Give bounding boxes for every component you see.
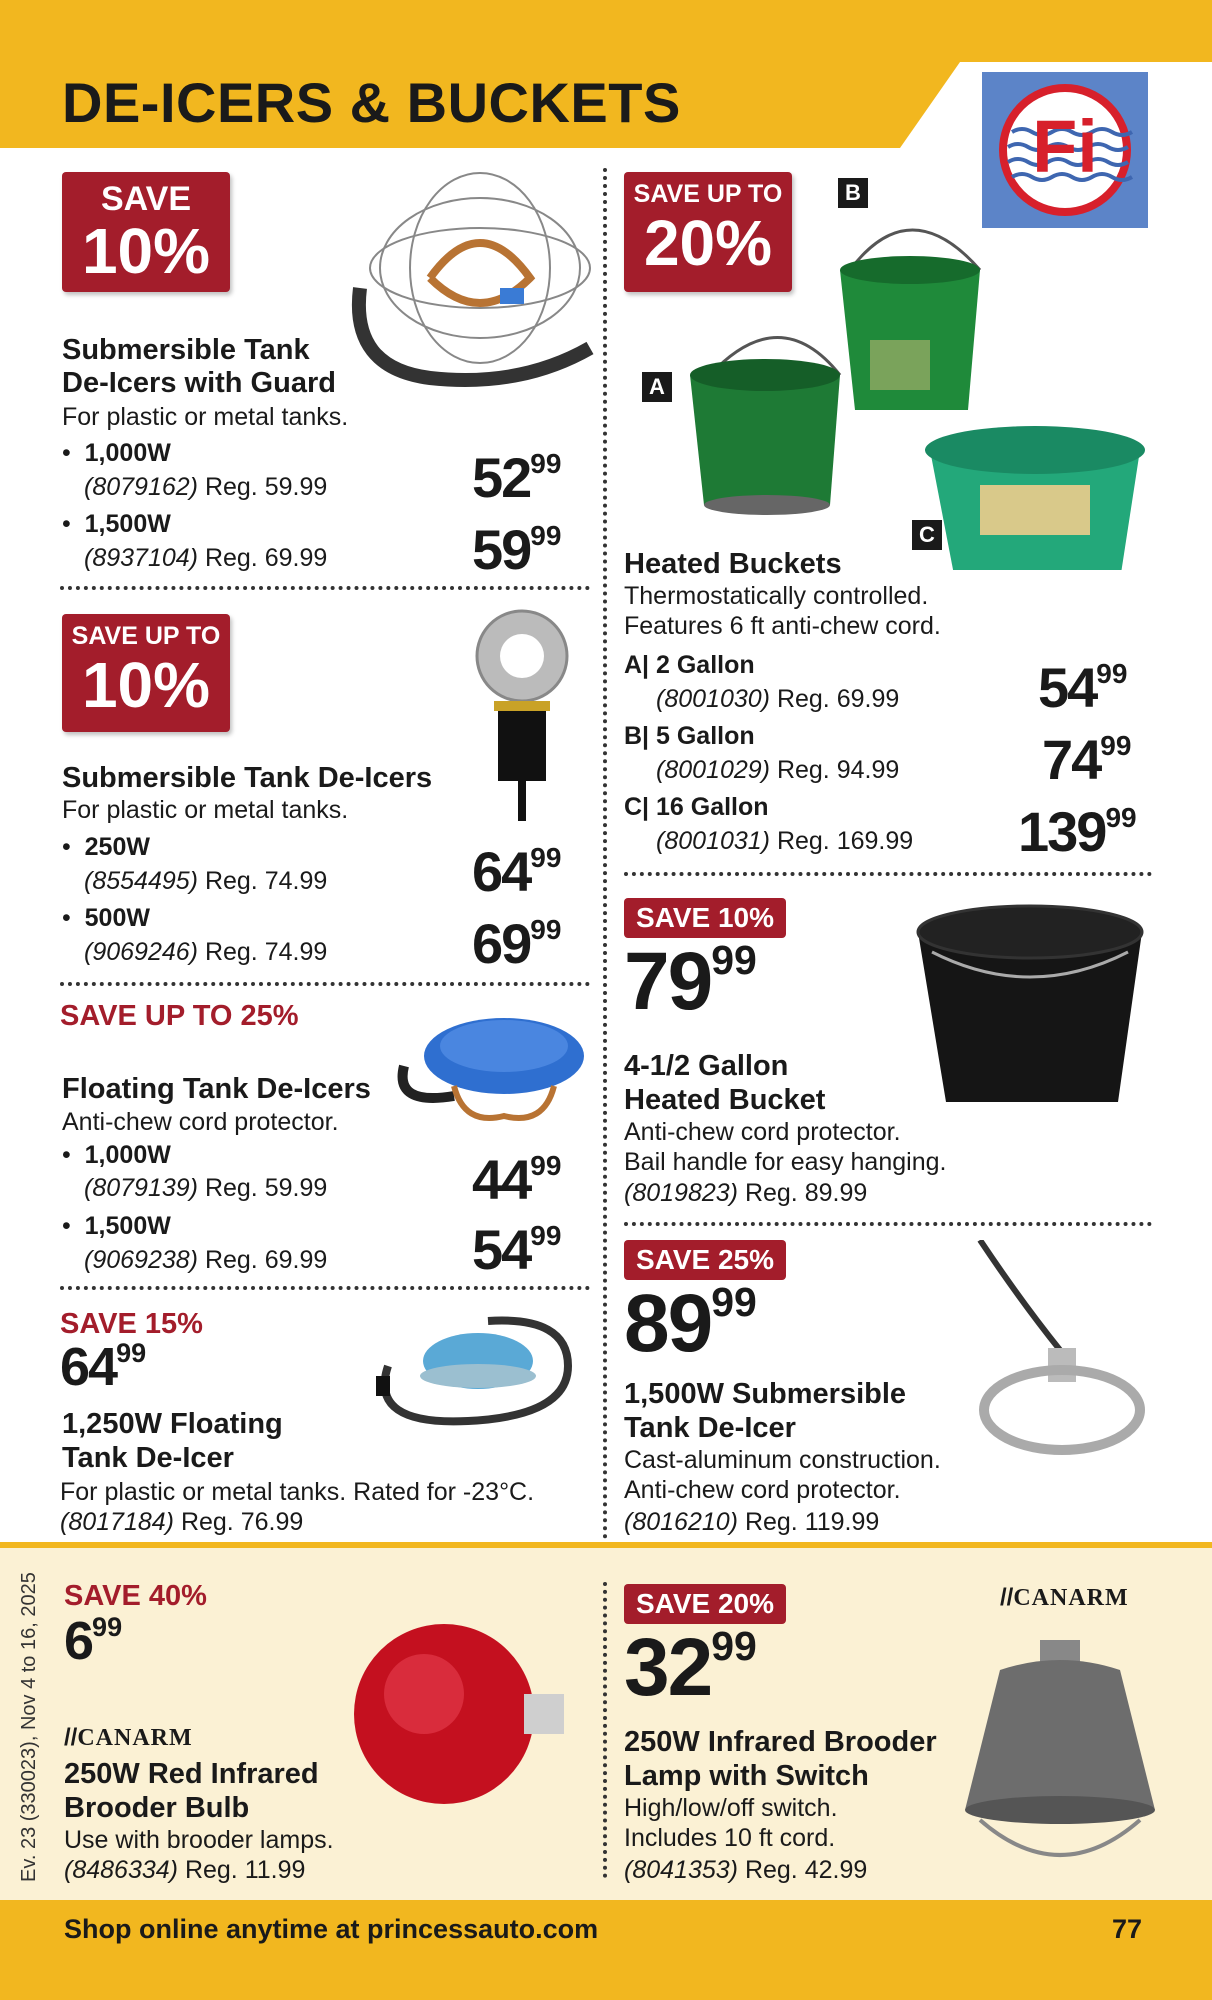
- price: $64^{99}$: [472, 840, 562, 903]
- variant-letter: C: [912, 520, 942, 550]
- variant-sku-reg: (9069238) Reg. 69.99: [84, 1246, 328, 1274]
- save-badge: SAVE UP TO 10%: [62, 614, 230, 732]
- product-name: Lamp with Switch: [624, 1760, 869, 1792]
- product-name: 4-1/2 Gallon: [624, 1050, 789, 1082]
- variant-label: • 500W: [62, 904, 150, 932]
- product-description: Anti-chew cord protector.: [62, 1108, 339, 1136]
- product-name: Submersible Tank De-Icers: [62, 762, 433, 794]
- black-bucket-image: [912, 892, 1148, 1132]
- price: $32^{99}$: [624, 1621, 757, 1713]
- brand-icon: //: [64, 1724, 78, 1751]
- canarm-logo: //CANARM: [64, 1724, 193, 1751]
- variant-label: • 1,500W: [62, 510, 171, 538]
- product-name: Heated Bucket: [624, 1084, 826, 1116]
- price: $52^{99}$: [472, 446, 562, 509]
- variant-sku-reg: (9069246) Reg. 74.99: [84, 938, 328, 966]
- save-label: SAVE 20%: [624, 1584, 786, 1624]
- top-band: [0, 0, 1212, 62]
- price: $6^{99}$: [64, 1611, 123, 1671]
- save-label: SAVE UP TO 25%: [60, 1000, 299, 1032]
- save-label: SAVE 40%: [64, 1580, 207, 1612]
- product-name: 1,500W Submersible: [624, 1378, 907, 1410]
- product-description: For plastic or metal tanks. Rated for -23°C.: [60, 1478, 535, 1506]
- price: $44^{99}$: [472, 1148, 562, 1211]
- submersible-1500-image: [960, 1240, 1150, 1470]
- infrared-bulb-image: [354, 1614, 574, 1814]
- sku-reg: (8041353) Reg. 42.99: [624, 1856, 868, 1884]
- deicer-guard-image: [340, 168, 600, 408]
- variant-sku-reg: (8001029) Reg. 94.99: [656, 756, 900, 784]
- page-number: 77: [1112, 1914, 1143, 1944]
- price: $139^{99}$: [1018, 800, 1137, 863]
- row-divider: [624, 872, 1152, 876]
- product-name: Floating Tank De-Icers: [62, 1073, 371, 1105]
- product-name: 250W Infrared Brooder: [624, 1726, 937, 1758]
- row-divider: [60, 1286, 590, 1290]
- product-description: Bail handle for easy hanging.: [624, 1148, 947, 1176]
- floating-deicer-image: [394, 996, 594, 1136]
- product-description: For plastic or metal tanks.: [62, 403, 349, 431]
- variant-sku-reg: (8079139) Reg. 59.99: [84, 1174, 328, 1202]
- variant-label: B| 5 Gallon: [624, 722, 755, 750]
- save-badge: SAVE UP TO 20%: [624, 172, 792, 292]
- sku-reg: (8017184) Reg. 76.99: [60, 1508, 304, 1536]
- product-description: Cast-aluminum construction.: [624, 1446, 941, 1474]
- edition-text: Ev. 23 (330023), Nov 4 to 16, 2025: [18, 1572, 40, 1882]
- column-divider: [603, 168, 607, 1540]
- price: $59^{99}$: [472, 518, 562, 581]
- product-name: Tank De-Icer: [62, 1442, 234, 1474]
- save-label: SAVE 25%: [624, 1240, 786, 1280]
- product-description: Features 6 ft anti-chew cord.: [624, 612, 941, 640]
- product-description: Includes 10 ft cord.: [624, 1824, 836, 1852]
- price: $74^{99}$: [1042, 728, 1132, 791]
- heated-buckets-image: [680, 200, 1150, 570]
- variant-sku-reg: (8554495) Reg. 74.99: [84, 867, 328, 895]
- product-description: Anti-chew cord protector.: [624, 1118, 901, 1146]
- variant-label: C| 16 Gallon: [624, 793, 769, 821]
- product-name: De-Icers with Guard: [62, 367, 336, 399]
- variant-label: • 1,500W: [62, 1212, 171, 1240]
- product-name: Tank De-Icer: [624, 1412, 796, 1444]
- variant-sku-reg: (8937104) Reg. 69.99: [84, 544, 328, 572]
- row-divider: [624, 1222, 1152, 1226]
- product-name: 1,250W Floating: [62, 1408, 283, 1440]
- row-divider: [60, 586, 590, 590]
- canarm-logo: //CANARM: [1000, 1584, 1129, 1611]
- price: $79^{99}$: [624, 935, 757, 1027]
- price: $54^{99}$: [472, 1218, 562, 1281]
- save-label: SAVE 15%: [60, 1308, 203, 1340]
- product-name: 250W Red Infrared: [64, 1758, 319, 1790]
- sku-reg: (8019823) Reg. 89.99: [624, 1179, 868, 1207]
- sku-reg: (8486334) Reg. 11.99: [64, 1856, 306, 1884]
- product-name: Submersible Tank: [62, 334, 310, 366]
- page-title: DE-ICERS & BUCKETS: [62, 71, 681, 134]
- product-description: Anti-chew cord protector.: [624, 1476, 901, 1504]
- brooder-lamp-image: [960, 1630, 1160, 1880]
- variant-sku-reg: (8001031) Reg. 169.99: [656, 827, 914, 855]
- footer-link[interactable]: Shop online anytime at princessauto.com: [64, 1914, 599, 1944]
- floating-1250-image: [368, 1306, 588, 1436]
- variant-sku-reg: (8079162) Reg. 59.99: [84, 473, 328, 501]
- price: $64^{99}$: [60, 1337, 147, 1397]
- price: $54^{99}$: [1038, 656, 1128, 719]
- variant-letter: A: [642, 372, 672, 402]
- product-name: Heated Buckets: [624, 548, 842, 580]
- save-label: SAVE 10%: [624, 898, 786, 938]
- product-description: Use with brooder lamps.: [64, 1826, 334, 1854]
- save-badge: SAVE 10%: [62, 172, 230, 292]
- variant-label: A| 2 Gallon: [624, 651, 755, 679]
- product-description: For plastic or metal tanks.: [62, 796, 349, 824]
- variant-label: • 250W: [62, 833, 150, 861]
- product-description: High/low/off switch.: [624, 1794, 838, 1822]
- variant-label: • 1,000W: [62, 1141, 171, 1169]
- row-divider: [60, 982, 590, 986]
- column-divider: [603, 1582, 607, 1878]
- sku-reg: (8016210) Reg. 119.99: [624, 1508, 880, 1536]
- price: $69^{99}$: [472, 912, 562, 975]
- logo-text: Fi: [1032, 105, 1098, 188]
- variant-label: • 1,000W: [62, 439, 171, 467]
- product-description: Thermostatically controlled.: [624, 582, 929, 610]
- product-name: Brooder Bulb: [64, 1792, 250, 1824]
- submersible-deicer-image: [462, 606, 582, 826]
- brand-icon: //: [1000, 1584, 1014, 1611]
- price: $89^{99}$: [624, 1277, 757, 1369]
- variant-sku-reg: (8001030) Reg. 69.99: [656, 685, 900, 713]
- variant-letter: B: [838, 178, 868, 208]
